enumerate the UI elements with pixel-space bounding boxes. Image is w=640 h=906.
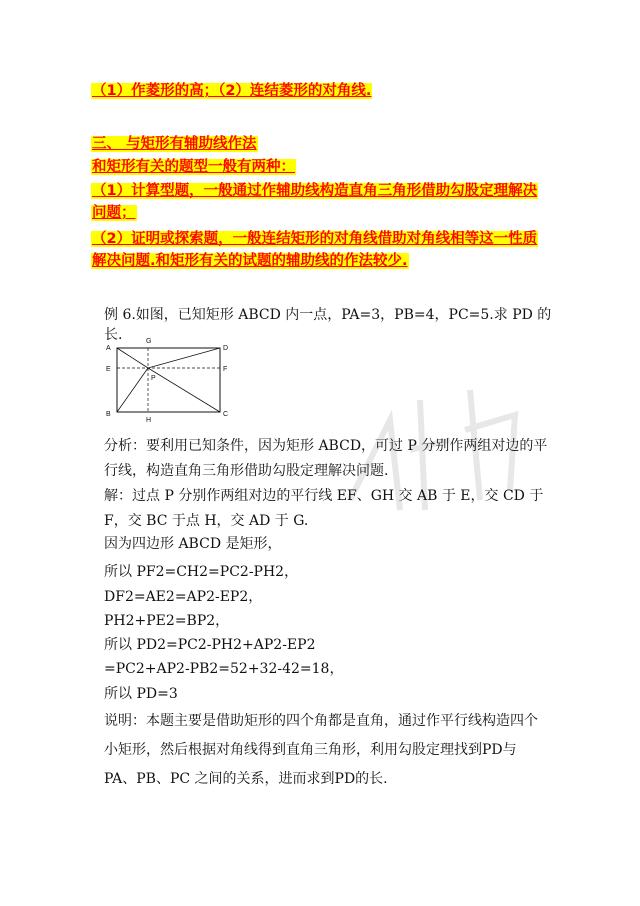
segment-pb xyxy=(117,368,148,412)
section3-item1-text: （1）计算型题，一般通过作辅助线构造直角三角形借助勾股定理解决问题； xyxy=(92,183,538,221)
label-g: G xyxy=(146,338,152,345)
label-a: A xyxy=(106,345,111,352)
note: 说明：本题主要是借助矩形的四个角都是直角，通过作平行线构造四个小矩形，然后根据对角线得到直角三角形，利用勾股定理找到PD与 PA、PB、PC 之间的关系，进而求到PD的长. xyxy=(104,713,538,787)
analysis: 分析：要利用已知条件，因为矩形 ABCD，可过 P 分别作两组对边的平行线，构造直角三角形借助勾股定理解决问题. xyxy=(104,438,548,479)
label-h: H xyxy=(146,417,152,424)
section3-intro xyxy=(91,156,541,178)
label-e: E xyxy=(106,366,111,373)
step-2: 所以 PF2=CH2=PC2-PH2， xyxy=(104,564,299,580)
section3-item2 xyxy=(91,228,541,272)
label-c: C xyxy=(223,411,229,418)
section3-item1 xyxy=(91,180,541,224)
segment-pd xyxy=(148,348,220,368)
section3-intro-text: 和矩形有关的题型一般有两种： xyxy=(92,159,295,175)
section3-title xyxy=(91,133,541,155)
step-5: 所以 PD2=PC2-PH2+AP2-EP2 xyxy=(104,637,316,653)
step-6: =PC2+AP2-PB2=52+32-42=18， xyxy=(104,661,344,677)
segment-pa xyxy=(117,348,148,368)
section3-item2-text: （2）证明或探索题，一般连结矩形的对角线借助对角线相等这一性质解决问题.和矩形有关的试题的辅助线的作法较少. xyxy=(92,231,538,269)
example-question: 例 6.如图，已知矩形 ABCD 内一点，PA=3，PB=4，PC=5.求 PD 的长. xyxy=(104,307,552,343)
rhombus-tip-text: （1）作菱形的高；（2）连结菱形的对角线. xyxy=(92,83,372,99)
label-b: B xyxy=(106,411,111,418)
label-p: P xyxy=(151,375,156,382)
rhombus-tip xyxy=(91,80,541,102)
segment-pc xyxy=(148,368,220,412)
rectangle-diagram xyxy=(100,334,240,424)
solution-intro: 解：过点 P 分别作两组对边的平行线 EF、GH 交 AB 于 E，交 CD 于 F，交 BC 于点 H，交 AD 于 G. xyxy=(104,488,544,529)
step-4: PH2+PE2=BP2， xyxy=(104,613,230,629)
step-3: DF2=AE2=AP2-EP2， xyxy=(104,589,263,605)
section3-title-text: 三、 与矩形有辅助线作法 xyxy=(92,136,257,152)
label-f: F xyxy=(223,366,228,373)
step-1: 因为四边形 ABCD 是矩形， xyxy=(104,536,282,552)
label-d: D xyxy=(223,345,229,352)
step-7: 所以 PD=3 xyxy=(104,686,178,702)
